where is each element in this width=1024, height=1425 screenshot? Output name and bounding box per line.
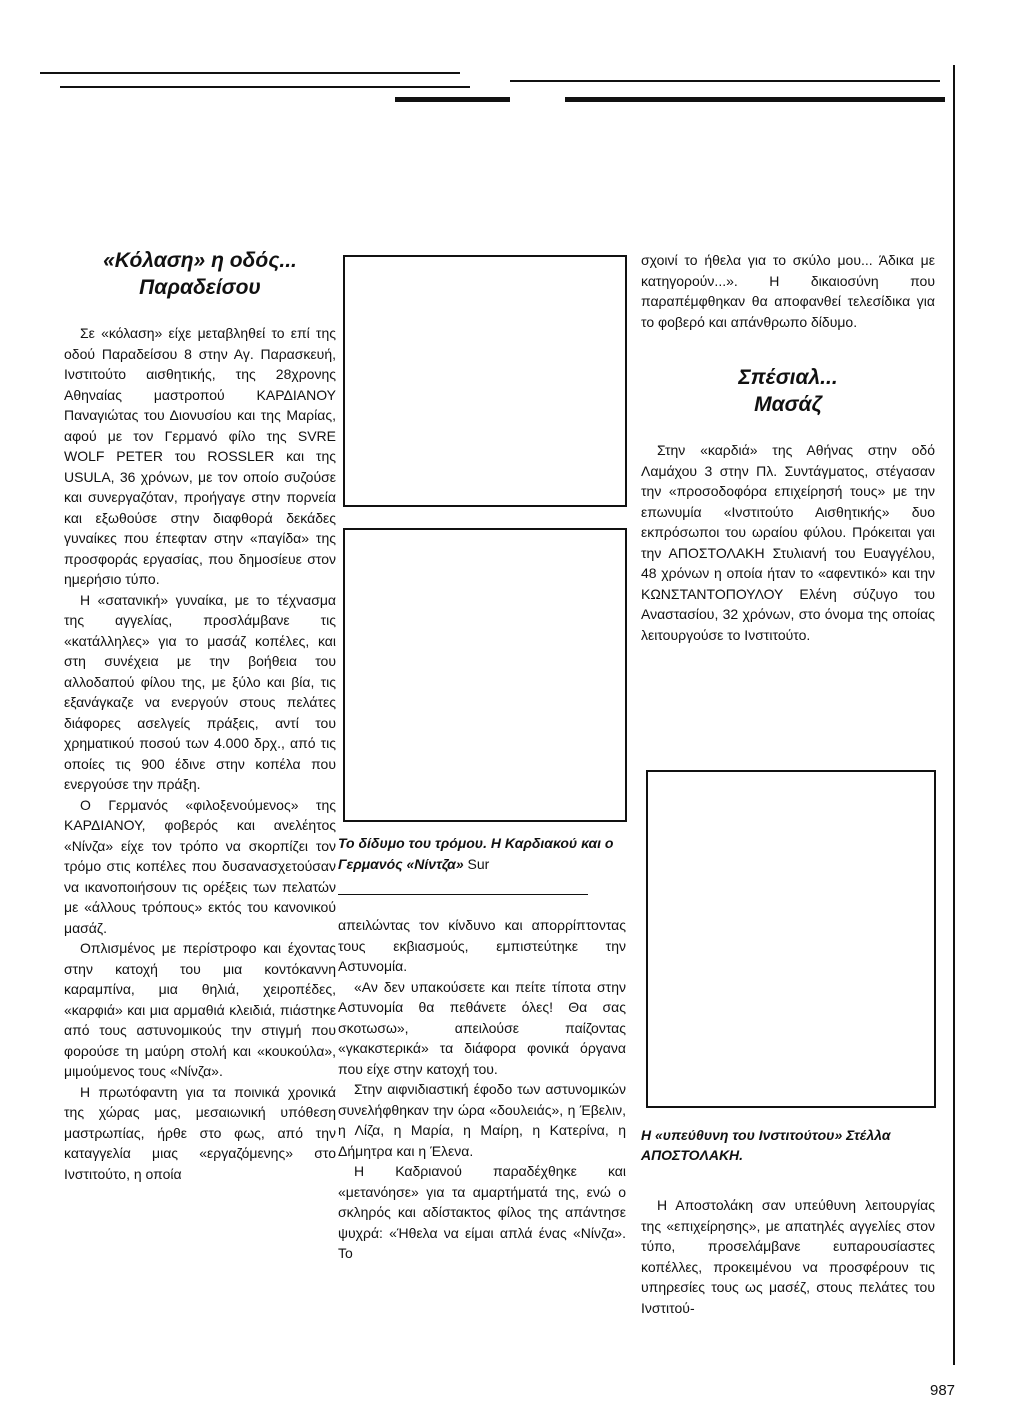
paragraph: σχοινί το ήθελα για το σκύλο μου... Άδικα με κατηγορούν...». Η δικαιοσύνη που παραπέμφθηκαν θα αποφανθεί τελεσίδικα για το φοβερό και απάνθρωπο δίδυμο.	[641, 252, 935, 330]
top-rule	[60, 86, 470, 88]
top-rule	[40, 72, 460, 74]
caption-tail: Sur	[463, 855, 490, 872]
paragraph: απειλώντας τον κίνδυνο και απορρίπτοντας τους εκβιασμούς, εμπιστεύτηκε την Αστυνομία.	[338, 917, 626, 974]
page-number: 987	[930, 1382, 956, 1399]
paragraph: Ο Γερμανός «φιλοξενούμενος» της ΚΑΡΔΙΑΝΟΥ, φοβερός και ανελέητος «Νίνζα» είχε τον τρόπο να σκορπίζει τον τρόμο στις κοπέλες που δυσανασχετούσαν να ικανοποιήσουν τις ορέξεις των πελατών με «άλλους τρόπους» εκτός του κανονικού μασάζ.	[64, 796, 336, 936]
photo-frame-top	[343, 255, 627, 507]
paragraph: Η «σατανική» γυναίκα, με το τέχνασμα της αγγελίας, προσλάμβανε τις «κατάλληλες» για το μασάζ κοπέλες, και στη συνέχεια με την βοήθεια του αλλοδαπού φίλου της, με ξύλο και βία, τις εξανάγκαζε να ενεργούν στους πελάτες διάφορες ασελγείς πράξεις, αντί του χρηματικού ποσού των 4.000 δρχ., από τις οποίες τις 900 έδινε στην κοπέλα που ενεργούσε την πράξη.	[64, 591, 336, 792]
photo-frame-right	[646, 770, 936, 1108]
top-rule	[510, 80, 940, 82]
paragraph: Η πρωτόφαντη για τα ποινικά χρονικά της χώρας μας, μεσαιωνική υπόθεση μαστρωπίας, ήρθε στο φως, από την καταγγελία μιας «εργαζόμενης» στο Ινστιτούτο, η οποία	[64, 1083, 336, 1182]
top-rule	[565, 97, 945, 102]
photo-caption: Η «υπεύθυνη του Ινστιτούτου» Στέλλα ΑΠΟΣΤΟΛΑΚΗ.	[641, 1127, 891, 1163]
section-headline	[641, 364, 935, 418]
article-headline	[64, 247, 336, 301]
paragraph: Η Καδριανού παραδέχθηκε και «μετανόησε» για τα αμαρτήματά της, ενώ ο σκληρός και αδίστακτος φίλος της απάντησε ψυχρά: «Ήθελα να είμαι απλά ένας «Νίνζα». Το	[338, 1163, 626, 1261]
photo-caption	[338, 833, 626, 874]
top-rule	[395, 97, 510, 102]
paragraph: Στην «καρδιά» της Αθήνας στην οδό Λαμάχου 3 στην Πλ. Συντάγματος, στέγασαν την «προσοδοφόρα επιχείρησή τους» με την επωνυμία «Ινστιτούτο Αισθητικής» δυο εκπρόσωποι του ωραίου φύλου. Πρόκειται γαι την ΑΠΟΣΤΟΛΑΚΗ Στυλιανή του Ευαγγέλου, 48 χρόνων η οποία ήταν το «αφεντικό» και την ΚΩΝΣΤΑΝΤΟΠΟΥΛΟΥ Ελένη σύζυγο του Αναστασίου, 32 χρόνων, στο όνομα της οποίας λειτουργούσε το Ινστιτούτο.	[641, 442, 935, 643]
paragraph: Σε «κόλαση» είχε μεταβληθεί το επί της οδού Παραδείσου 8 στην Αγ. Παρασκευή, Ινστιτούτο αισθητικής, της 28χρονης Αθηναίας μαστροπού ΚΑΡΔΙΑΝΟΥ Παναγιώτας του Διονυσίου και της Μαρίας, αφού με τον Γερμανό φίλο της SVRE WOLF PETER του ROSSLER και της USULA, 36 χρόνων, με τον οποίο συζούσε και συνεργαζόταν, προήγαγε στην πορνεία και εξωθούσε στην διαφθορά δεκάδες γυναίκες που έπεφταν στην «παγίδα» της προσφοράς εργασίας, που δημοσίευε στον ημερήσιο τύπο.	[64, 325, 336, 587]
article-column-1	[64, 247, 336, 1184]
headline-line: Σπέσιαλ...	[738, 366, 838, 389]
paragraph: «Αν δεν υπακούσετε και πείτε τίποτα στην Αστυνομία θα πεθάνετε όλες! Θα σας σκοτωσω», απειλούσε παίζοντας «γκακστερικά» τα διάφορα φονικά όργανα που είχε στην κατοχή του.	[338, 978, 626, 1077]
caption-text: Το δίδυμο του τρόμου. Η Καρδιακού και ο Γερμανός «Νίντζα»	[338, 835, 614, 872]
paragraph: Στην αιφνιδιαστική έφοδο των αστυνομικών συνελήφθηκαν την ώρα «δουλειάς», η Έβελιν, η Λίζα, η Μαρία, η Μαίρη, η Κατερίνα, η Δήμητρα και η Έλενα.	[338, 1081, 626, 1159]
caption-rule	[338, 894, 588, 895]
article-column-2	[338, 833, 626, 1264]
paragraph: Οπλισμένος με περίστροφο και έχοντας στην κατοχή του μια κοντόκαννη καραμπίνα, μια θηλιά, χειροπέδες, «καρφιά» και μια αρμαθιά κλειδιά, πιάστηκε από τους αστυνομικούς την στιγμή που φορούσε τη μαύρη στολή και «κουκούλα», μιμούμενος τους «Νίνζα».	[64, 940, 336, 1079]
paragraph: Η Αποστολάκη σαν υπεύθυνη λειτουργίας της «επιχείρησης», με απατηλές αγγελίες στον τύπο, προσελάμβανε ευπαρουσίαστες κοπέλλες, προκειμένου να προσφέρουν τις υπηρεσίες τους ως μασέζ, στους πελάτες του Ινστιτού-	[641, 1197, 935, 1316]
article-column-3-lower	[641, 1125, 935, 1318]
headline-line: Παραδείσου	[139, 276, 261, 299]
page-edge	[953, 65, 955, 1365]
headline-line: «Κόλαση» η οδός...	[103, 249, 297, 272]
headline-line: Μασάζ	[754, 393, 822, 416]
article-column-3	[641, 250, 935, 645]
photo-frame-bottom	[343, 528, 627, 822]
